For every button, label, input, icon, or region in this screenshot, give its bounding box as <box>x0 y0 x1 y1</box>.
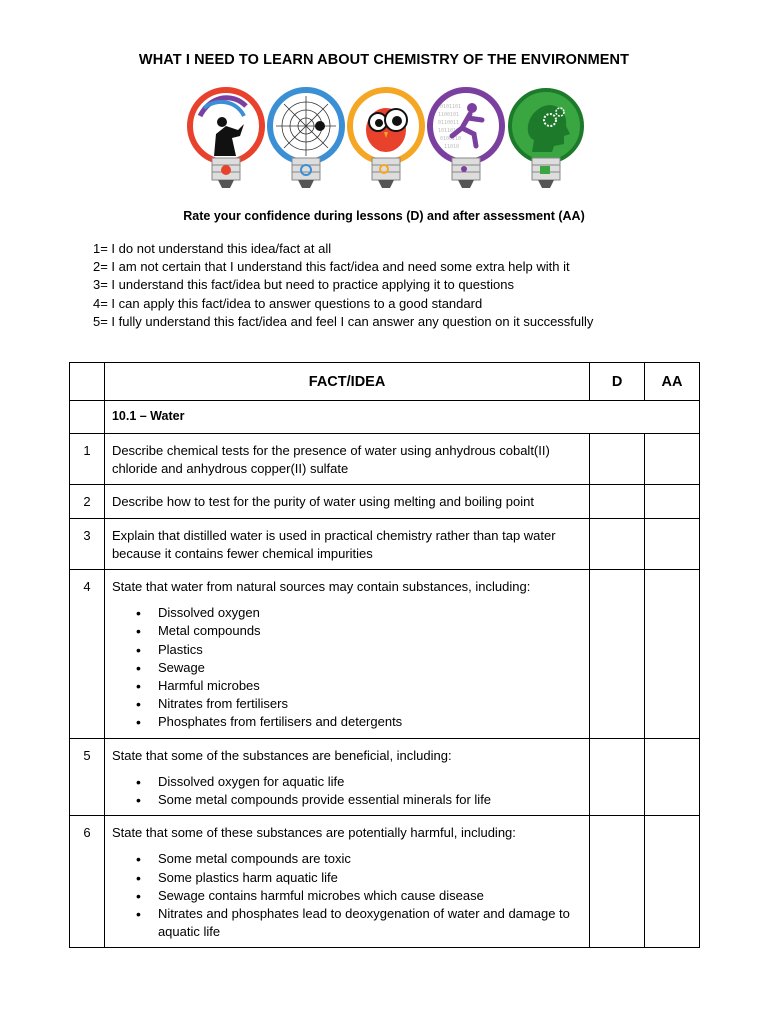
rating-aa-cell[interactable] <box>645 816 700 948</box>
fact-cell <box>104 485 589 518</box>
rating-aa-cell[interactable] <box>645 738 700 816</box>
svg-text:1100101: 1100101 <box>438 112 460 118</box>
bullet-item: • Sewage <box>158 659 581 677</box>
scale-item-1: 1= I do not understand this idea/fact at all <box>93 241 332 256</box>
fact-text: Describe chemical tests for the presence of water using anhydrous cobalt(II) chloride and anhydrous copper(II) sulfate <box>111 443 550 477</box>
header-num <box>70 363 105 401</box>
row-number: 1 <box>70 434 105 485</box>
rating-d-cell[interactable] <box>590 570 645 739</box>
scale-item-3: 3= I understand this fact/idea but need to practice applying it to questions <box>93 277 514 293</box>
fact-cell <box>104 816 589 948</box>
bullet-item: • Phosphates from fertilisers and detergents <box>158 713 581 731</box>
bullet-list <box>112 604 581 731</box>
row-number: 5 <box>70 738 105 816</box>
header-aa: AA <box>645 363 700 401</box>
bullet-item: • Some metal compounds provide essential minerals for life <box>158 791 581 809</box>
rating-aa-cell[interactable] <box>645 518 700 569</box>
bullet-item: • Nitrates from fertilisers <box>158 695 581 713</box>
table-header-row <box>70 363 700 401</box>
row-number: 3 <box>70 518 105 569</box>
row-number: 6 <box>70 816 105 948</box>
rating-aa-cell[interactable] <box>645 434 700 485</box>
bullet-list <box>112 850 581 941</box>
fact-table <box>69 362 700 948</box>
section-title: 10.1 – Water <box>104 401 699 434</box>
rating-d-cell[interactable] <box>590 816 645 948</box>
light-bulb-head-gears-icon <box>510 90 582 188</box>
bullet-item: • Some metal compounds are toxic <box>158 850 581 868</box>
fact-text: Describe how to test for the purity of water using melting and boiling point <box>111 494 534 510</box>
svg-text:0110011: 0110011 <box>438 120 460 126</box>
fact-cell <box>104 570 589 739</box>
bullet-item: • Dissolved oxygen <box>158 604 581 622</box>
light-bulb-runner-icon <box>430 90 502 188</box>
svg-text:0101101: 0101101 <box>440 104 462 110</box>
fact-text: Explain that distilled water is used in practical chemistry rather than tap water because it contains fewer chemical impurities <box>111 527 556 561</box>
bullet-list <box>112 773 581 809</box>
light-bulb-owl-icon <box>350 90 422 188</box>
table-row <box>70 485 700 518</box>
section-row <box>70 401 700 434</box>
table-row <box>70 518 700 569</box>
table-row <box>70 816 700 948</box>
svg-text:0100110: 0100110 <box>440 136 462 142</box>
fact-cell <box>104 518 589 569</box>
bullet-item: • Nitrates and phosphates lead to deoxygenation of water and damage to aquatic life <box>158 905 581 941</box>
bullet-item: • Metal compounds <box>158 622 581 640</box>
bullet-item: • Dissolved oxygen for aquatic life <box>158 773 581 791</box>
row-number: 2 <box>70 485 105 518</box>
fact-cell <box>104 738 589 816</box>
header-illustration <box>186 86 586 194</box>
row-number: 4 <box>70 570 105 739</box>
table-row <box>70 738 700 816</box>
rating-scale <box>93 240 593 331</box>
rating-instructions: Rate your confidence during lessons (D) and after assessment (AA) <box>183 209 585 223</box>
bullet-item: • Some plastics harm aquatic life <box>158 869 581 887</box>
header-fact: FACT/IDEA <box>104 363 589 401</box>
svg-text:1011010: 1011010 <box>438 128 460 134</box>
rating-aa-cell[interactable] <box>645 485 700 518</box>
light-bulb-spiderweb-icon <box>270 90 342 188</box>
scale-item-2: 2= I am not certain that I understand this fact/idea and need some extra help with it <box>93 259 570 275</box>
scale-item-4: 4= I can apply this fact/idea to answer questions to a good standard <box>93 295 483 311</box>
scale-item-5: 5= I fully understand this fact/idea and feel I can answer any question on it successfully <box>93 313 594 329</box>
rating-d-cell[interactable] <box>590 434 645 485</box>
fact-text: State that some of the substances are beneficial, including: <box>111 747 452 763</box>
table-row <box>70 570 700 739</box>
light-bulb-person-icon <box>190 90 262 188</box>
fact-text: State that water from natural sources may contain substances, including: <box>111 579 531 595</box>
page-title: WHAT I NEED TO LEARN ABOUT CHEMISTRY OF THE ENVIRONMENT <box>138 52 630 68</box>
rating-aa-cell[interactable] <box>645 570 700 739</box>
fact-cell <box>104 434 589 485</box>
table-row <box>70 434 700 485</box>
header-d: D <box>590 363 645 401</box>
bullet-item: • Plastics <box>158 641 581 659</box>
fact-text: State that some of these substances are potentially harmful, including: <box>111 825 516 841</box>
svg-text:11010: 11010 <box>444 144 460 150</box>
rating-d-cell[interactable] <box>590 518 645 569</box>
bullet-item: • Sewage contains harmful microbes which cause disease <box>158 887 581 905</box>
rating-d-cell[interactable] <box>590 485 645 518</box>
rating-d-cell[interactable] <box>590 738 645 816</box>
bullet-item: • Harmful microbes <box>158 677 581 695</box>
